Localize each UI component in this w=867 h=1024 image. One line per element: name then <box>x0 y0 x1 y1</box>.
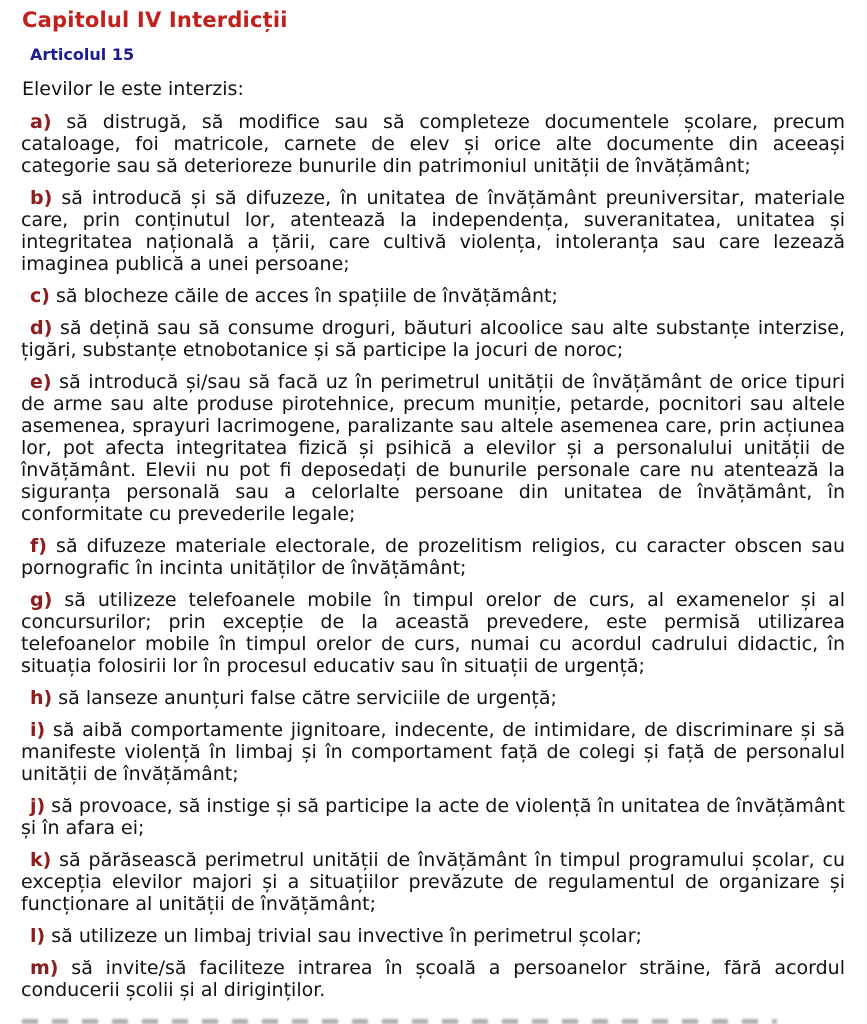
item-marker: k) <box>30 849 52 871</box>
list-item-f <box>21 535 845 579</box>
list-item-i <box>21 719 845 785</box>
item-text: să distrugă, să modifice sau să completeze documentele școlare, precum cataloage, foi matricole, carnete de elev și orice alte documente din aceeași categorie sau să deterioreze bunurile din patrimoniul unității de învățământ; <box>21 111 846 177</box>
prohibition-list <box>21 111 845 1001</box>
item-marker: i) <box>30 719 46 741</box>
item-marker: a) <box>30 111 52 133</box>
list-item-b <box>21 187 845 275</box>
item-text: să blocheze căile de acces în spațiile de învățământ; <box>56 285 558 307</box>
item-text: să părăsească perimetrul unității de învățământ în timpul programului școlar, cu excepția elevilor majori și a situațiilor prevăzute de regulamentul de organizare și funcționare al unității de învățământ; <box>21 849 845 915</box>
list-item-a <box>21 111 845 177</box>
list-item-c <box>21 285 845 307</box>
item-text: să difuzeze materiale electorale, de prozelitism religios, cu caracter obscen sau pornografic în incinta unităților de învățământ; <box>21 535 845 579</box>
article-title: Articolul 15 <box>30 45 135 64</box>
list-item-j <box>21 795 845 839</box>
item-marker: f) <box>30 535 47 557</box>
item-text: să utilizeze un limbaj trivial sau invective în perimetrul școlar; <box>51 925 642 947</box>
item-text: să provoace, să instige și să participe la acte de violență în unitatea de învățământ și în afara ei; <box>21 795 845 839</box>
item-marker: l) <box>30 925 46 947</box>
item-text: să invite/să faciliteze intrarea în școală a persoanelor străine, fără acordul conducerii școlii și al diriginților. <box>21 957 845 1001</box>
list-item-d <box>21 317 845 361</box>
list-item-k <box>21 849 845 915</box>
item-marker: j) <box>30 795 46 817</box>
item-text: să introducă și/sau să facă uz în perimetrul unității de învățământ de orice tipuri de arme sau alte produse pirotehnice, precum muniție, petarde, pocnitori sau altele asemenea, sprayuri lacrimogene, paralizante sau altele asemenea care, prin acțiunea lor, pot afecta integritatea fizică și psihică a elevilor și a personalului unității de învățământ. Elevii nu pot fi deposedați de bunurile personale care nu atentează la siguranța personală sau a celorlalte persoane din unitatea de învățământ, în conformitate cu prevederile legale; <box>21 371 845 525</box>
list-item-h <box>21 687 845 709</box>
list-item-m <box>21 957 845 1001</box>
item-text: să lanseze anunțuri false către serviciile de urgență; <box>58 687 557 709</box>
list-item-e <box>21 371 845 525</box>
item-text: să introducă și să difuzeze, în unitatea de învățământ preuniversitar, materiale care, prin conținutul lor, atentează la independența, suveranitatea, unitatea și integritatea națională a țării, care cultivă violența, intoleranța sau care lezează imaginea publică a unei persoane; <box>21 187 845 275</box>
item-marker: e) <box>30 371 52 393</box>
item-marker: c) <box>30 285 50 307</box>
intro-text: Elevilor le este interzis: <box>22 78 244 100</box>
item-marker: h) <box>30 687 53 709</box>
item-text: să utilizeze telefoanele mobile în timpul orelor de curs, al examenelor și al concursurilor; prin excepție de la această prevedere, este permisă utilizarea telefoanelor mobile în timpul orelor de curs, numai cu acordul cadrului didactic, în situația folosirii lor în procesul educativ sau în situații de urgență; <box>21 589 845 677</box>
list-item-g <box>21 589 845 677</box>
item-marker: b) <box>30 187 53 209</box>
item-marker: m) <box>30 957 59 979</box>
item-text: să dețină sau să consume droguri, băuturi alcoolice sau alte substanțe interzise, țigări, substanțe etnobotanice și să participe la jocuri de noroc; <box>21 317 845 361</box>
list-item-l <box>21 925 845 947</box>
chapter-title: Capitolul IV Interdicții <box>22 8 288 32</box>
item-marker: g) <box>30 589 53 611</box>
cut-off-next-line-artifact <box>22 1019 777 1024</box>
item-text: să aibă comportamente jignitoare, indecente, de intimidare, de discriminare și să manifeste violență în limbaj și în comportament față de colegi și față de personalul unității de învățământ; <box>21 719 845 785</box>
item-marker: d) <box>30 317 53 339</box>
